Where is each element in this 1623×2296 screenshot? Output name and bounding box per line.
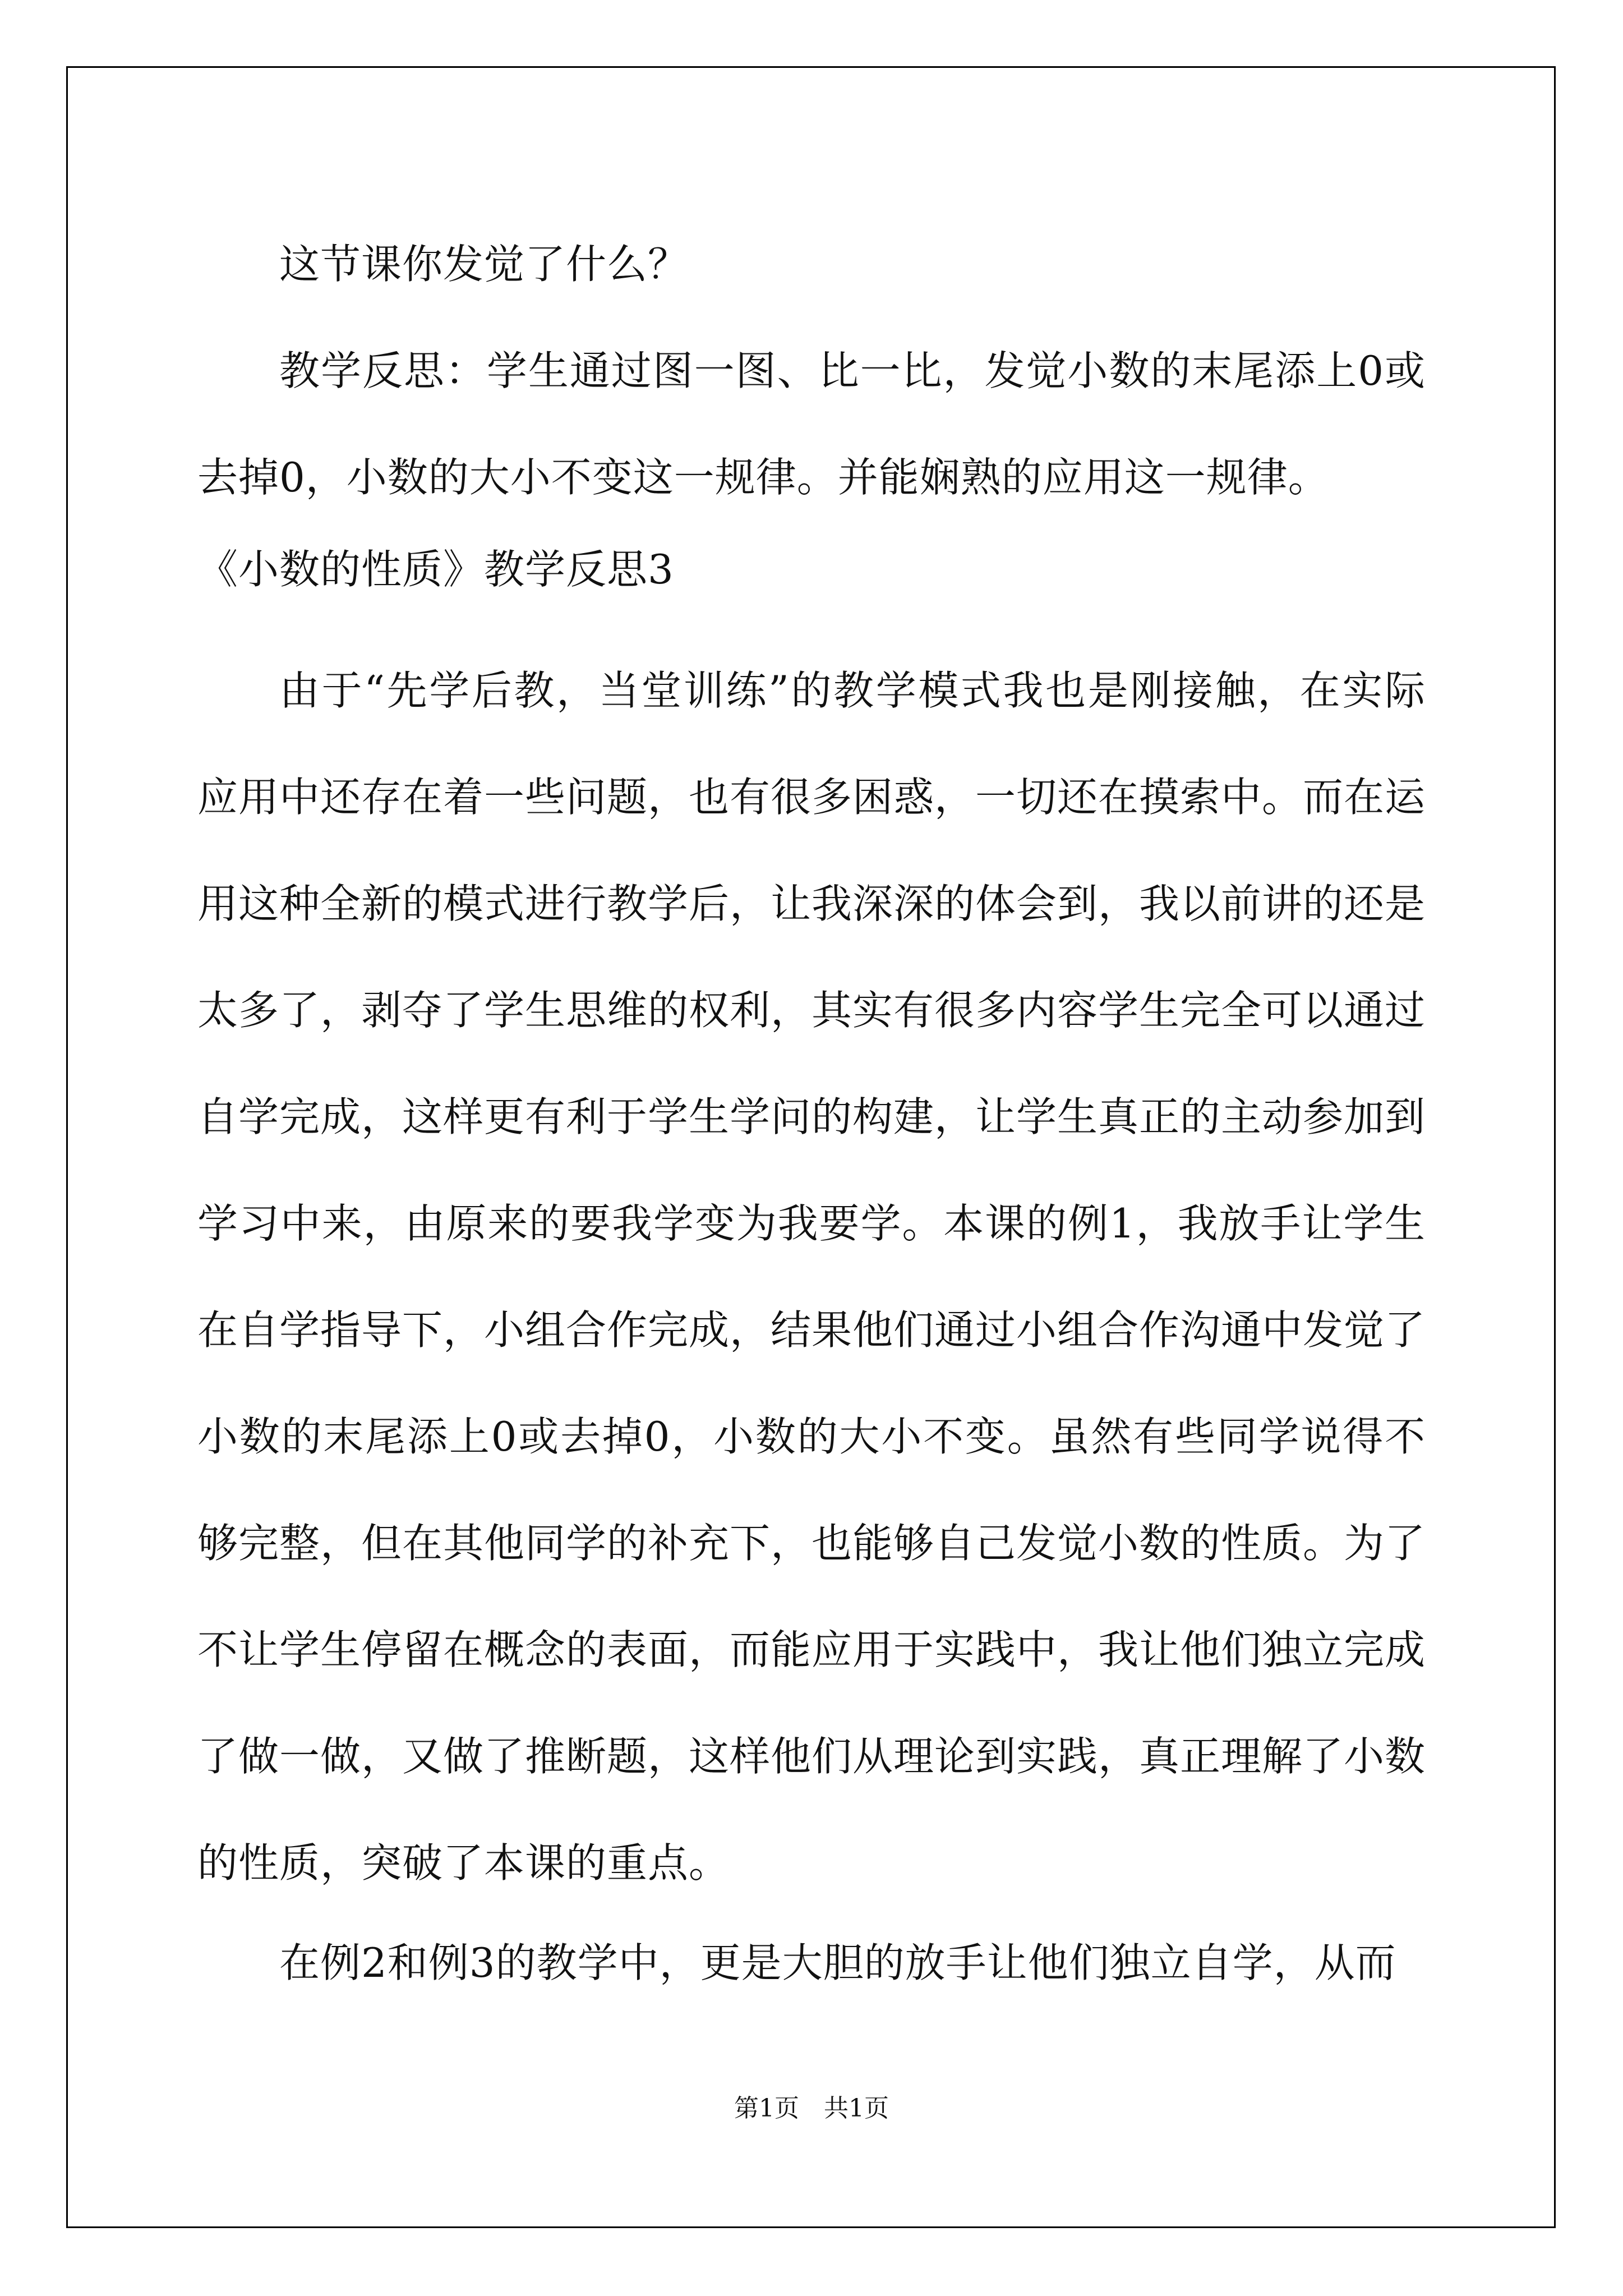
page-footer	[0, 2088, 1623, 2124]
paragraph-reflection-summary: 教学反思：学生通过图一图、比一比，发觉小数的末尾添上0或去掉0，小数的大小不变这一规律。并能娴熟的应用这一规律。	[197, 347, 1426, 501]
paragraph-reflection-body: 由于“先学后教，当堂训练”的教学模式我也是刚接触，在实际应用中还存在着一些问题，也有很多困惑，一切还在摸索中。而在运用这种全新的模式进行教学后，让我深深的体会到，我以前讲的还是太多了，剥夺了学生思维的权利，其实有很多内容学生完全可以通过自学完成，这样更有利于学生学问的构建，让学生真正的主动参加到学习中来，由原来的要我学变为我要学。本课的例1，我放手让学生在自学指导下，小组合作完成，结果他们通过小组合作沟通中发觉了小数的末尾添上0或去掉0，小数的大小不变。虽然有些同学说得不够完整，但在其他同学的补充下，也能够自己发觉小数的性质。为了不让学生停留在概念的表面，而能应用于实践中，我让他们独立完成了做一做，又做了推断题，这样他们从理论到实践，真正理解了小数的性质，突破了本课的重点。	[197, 667, 1426, 1887]
page-total: 共1页	[824, 2094, 889, 2123]
section-heading: 《小数的性质》教学反思3	[197, 546, 674, 593]
paragraph-question: 这节课你发觉了什么？	[279, 241, 689, 288]
page-number: 第1页	[734, 2094, 799, 2123]
paragraph-examples: 在例2和例3的教学中，更是大胆的放手让他们独立自学，从而	[279, 1939, 1396, 1986]
